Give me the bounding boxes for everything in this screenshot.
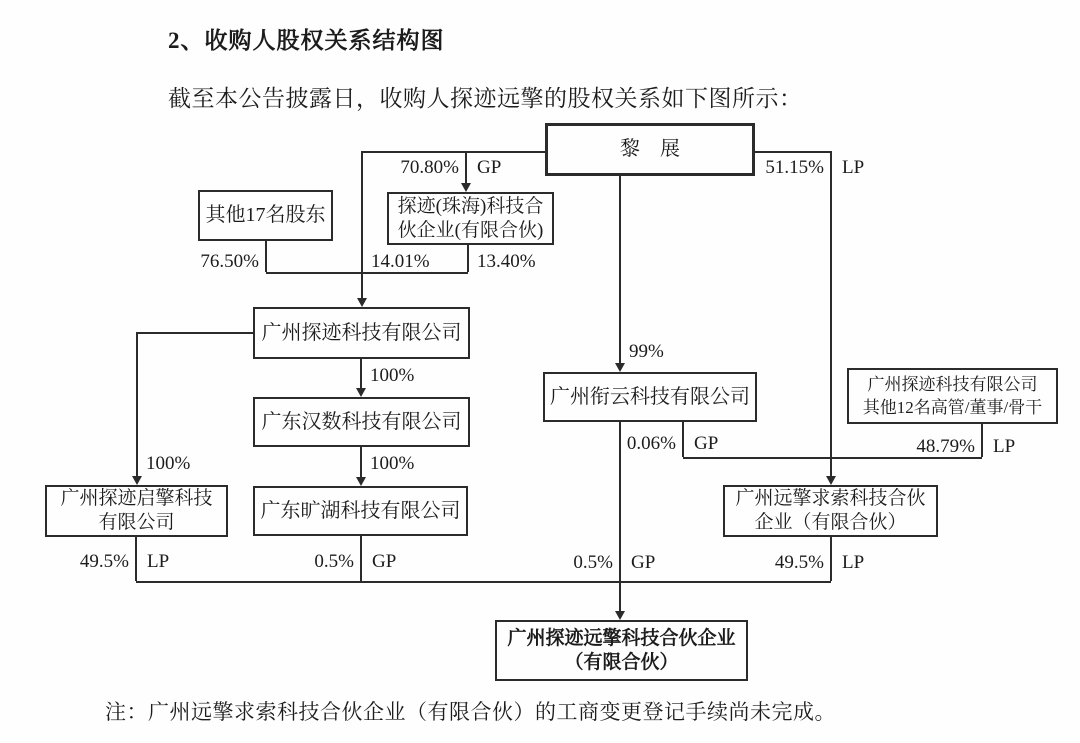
edge-role-label: LP: [842, 552, 865, 573]
node-qita17: [198, 190, 333, 241]
edge-pct-label: 99%: [629, 341, 664, 362]
node-xianyun: [543, 372, 757, 422]
edge-line: [362, 151, 545, 153]
node-qiqing: [45, 485, 228, 537]
arrow-down-icon: [461, 183, 471, 192]
edge-line: [682, 422, 684, 457]
edge-role-label: LP: [842, 157, 865, 178]
arrow-down-icon: [615, 611, 625, 620]
arrow-down-icon: [356, 388, 366, 397]
edge-role-label: LP: [147, 551, 170, 572]
edge-pct-label: 70.80%: [400, 157, 459, 178]
edge-line: [360, 447, 362, 479]
edge-pct-label: 49.5%: [774, 552, 824, 573]
edge-pct-label: 48.79%: [916, 436, 975, 457]
edge-role-label: GP: [694, 433, 719, 454]
arrow-down-icon: [132, 476, 142, 485]
node-kuanghu: [253, 486, 468, 536]
edge-pct-label: 0.06%: [626, 433, 676, 454]
node-label-line: 广东汉数科技有限公司: [261, 410, 462, 433]
edge-pct-label: 100%: [370, 365, 415, 386]
node-label-line: 广州探迹科技有限公司: [867, 375, 1038, 394]
edge-line: [361, 151, 363, 272]
edge-pct-label: 100%: [370, 453, 415, 474]
node-qiusuo: [723, 485, 938, 537]
node-label-line: 广州探迹科技有限公司: [261, 321, 462, 344]
node-gaoguan: [847, 368, 1058, 424]
node-label-line: 广州远擎求索科技合伙: [735, 488, 926, 509]
section-title: 2、收购人股权关系结构图: [168, 28, 445, 53]
node-label-line: 其他12名高管/董事/骨干: [862, 398, 1043, 417]
node-label-line: 广东旷湖科技有限公司: [260, 499, 461, 522]
edge-pct-label: 0.5%: [573, 552, 613, 573]
node-zhuhai: [387, 192, 554, 245]
edge-line: [360, 359, 362, 390]
edge-line: [619, 176, 621, 365]
arrow-down-icon: [357, 298, 367, 307]
edge-line: [467, 245, 469, 272]
node-label-line: 探迹(珠海)科技合: [397, 195, 544, 217]
edge-line: [361, 272, 363, 300]
edge-pct-label: 14.01%: [371, 251, 430, 272]
edge-line: [136, 581, 831, 583]
node-target: [495, 620, 748, 681]
edge-line: [755, 151, 831, 153]
footnote: 注：广州远擎求索科技合伙企业（有限合伙）的工商变更登记手续尚未完成。: [105, 700, 836, 724]
edge-role-label: GP: [372, 551, 397, 572]
node-label-line: 企业（有限合伙）: [754, 512, 907, 533]
node-label-line: 伙企业(有限合伙): [397, 219, 544, 241]
edge-line: [830, 151, 832, 478]
edge-line: [360, 536, 362, 581]
edge-role-label: GP: [477, 157, 502, 178]
node-hanshu: [253, 397, 470, 447]
edge-line: [465, 151, 467, 185]
node-label-line: 黎 展: [620, 138, 680, 160]
edge-pct-label: 51.15%: [765, 157, 824, 178]
edge-role-label: LP: [993, 436, 1016, 457]
intro-text: 截至本公告披露日，收购人探迹远擎的股权关系如下图所示：: [168, 86, 803, 111]
arrow-down-icon: [826, 476, 836, 485]
node-label-line: 其他17名股东: [205, 204, 326, 226]
node-label-line: （有限合伙）: [564, 651, 679, 673]
node-label-line: 有限公司: [98, 512, 175, 533]
node-label-line: 广州探迹启擎科技: [60, 488, 213, 509]
node-label-line: 广州探迹远擎科技合伙企业: [507, 627, 736, 649]
edge-pct-label: 0.5%: [314, 551, 354, 572]
edge-line: [136, 332, 138, 478]
edge-pct-label: 100%: [146, 453, 191, 474]
edge-line: [619, 422, 621, 613]
node-gztanji: [253, 307, 470, 359]
edge-line: [137, 332, 253, 334]
edge-line: [265, 241, 267, 272]
edge-line: [266, 272, 468, 274]
edge-pct-label: 13.40%: [477, 251, 536, 272]
edge-line: [981, 424, 983, 457]
arrow-down-icon: [615, 363, 625, 372]
edge-pct-label: 76.50%: [200, 251, 259, 272]
arrow-down-icon: [356, 477, 366, 486]
node-label-line: 广州衔云科技有限公司: [550, 385, 750, 408]
edge-role-label: GP: [631, 552, 656, 573]
edge-pct-label: 49.5%: [79, 551, 129, 572]
node-lizhan: [545, 123, 755, 176]
edge-line: [135, 537, 137, 581]
edge-line: [830, 537, 832, 581]
